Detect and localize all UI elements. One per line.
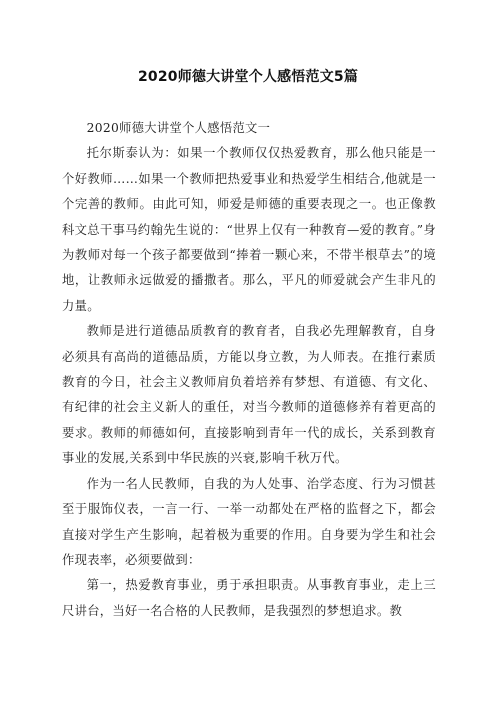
document-title: 2020师德大讲堂个人感悟范文5篇 bbox=[137, 69, 359, 85]
paragraph: 教师是进行道德品质教育的教育者，自我必先理解教育，自身必须具有高尚的道德品质，方能以身立教，为人师表。在推行素质教育的今日，社会主义教师肩负着培养有梦想、有道德、有文化、有纪律的社会主义新人的重任，对当今教师的道德修养有着更高的要求。教师的师德如何，直接影响到青年一代的成长，关系到教育事业的发展,关系到中华民族的兴衰,影响千秋万代。 bbox=[62, 324, 436, 466]
paragraph: 托尔斯泰认为：如果一个教师仅仅热爱教育，那么他只能是一个好教师……如果一个教师把热爱事业和热爱学生相结合,他就是一个完善的教师。由此可知，师爱是师德的重要表现之一。也正像教科文总干事马约翰先生说的：“世界上仅有一种教育—爱的教育。”身为教师对每一个孩子都要做到“捧着一颗心来，不带半根草去”的境地，让教师永远做爱的播撒者。那么，平凡的师爱就会产生非凡的力量。 bbox=[62, 146, 436, 313]
paragraph: 作为一名人民教师，自我的为人处事、治学态度、行为习惯甚至于服饰仪表，一言一行、一举一动都处在严格的监督之下，都会直接对学生产生影响，起着极为重要的作用。自身要为学生和社会作现表率，必须要做到： bbox=[62, 476, 436, 567]
section-heading: 2020师德大讲堂个人感悟范文一 bbox=[86, 121, 271, 135]
document-body bbox=[62, 116, 436, 624]
paragraph: 第一，热爱教育事业，勇于承担职责。从事教育事业，走上三尺讲台，当好一名合格的人民教师，是我强烈的梦想追求。教 bbox=[62, 578, 436, 618]
